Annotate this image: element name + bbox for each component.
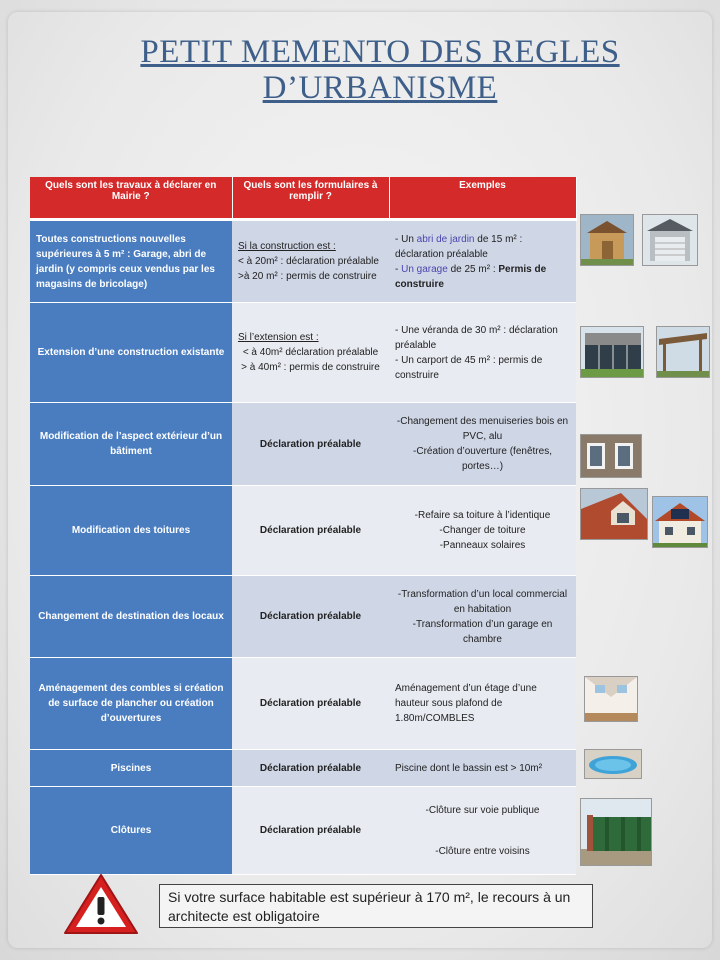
forms-cell: Déclaration préalable bbox=[232, 658, 389, 750]
attic-photo bbox=[584, 676, 638, 722]
header-examples: Exemples bbox=[389, 177, 576, 220]
example-line: - Un carport de 45 m² : permis de construire bbox=[395, 354, 543, 381]
example-line: -Transformation d’un garage en chambre bbox=[412, 618, 553, 645]
examples-cell: Piscine dont le bassin est > 10m² bbox=[389, 750, 576, 787]
works-cell: Changement de destination des locaux bbox=[30, 576, 232, 658]
examples-cell bbox=[389, 220, 576, 303]
rules-table bbox=[30, 177, 577, 875]
form-line: < à 20m² : déclaration préalable bbox=[238, 256, 379, 267]
solar-roof-photo bbox=[652, 496, 708, 548]
pool-photo bbox=[584, 749, 642, 779]
works-cell: Modification des toitures bbox=[30, 486, 232, 576]
table-row bbox=[30, 750, 576, 787]
garage-photo bbox=[642, 214, 698, 266]
form-line: >à 20 m² : permis de construire bbox=[238, 271, 377, 282]
carport-photo bbox=[656, 326, 710, 378]
works-cell: Extension d’une construction existante bbox=[30, 303, 232, 403]
form-condition-title: Si la construction est : bbox=[238, 241, 336, 252]
form-line: > à 40m² : permis de construire bbox=[241, 362, 380, 373]
example-line: -Changer de toiture bbox=[439, 525, 526, 536]
table-row bbox=[30, 403, 576, 486]
windows-photo bbox=[580, 434, 642, 478]
table-row bbox=[30, 220, 576, 303]
table-row bbox=[30, 303, 576, 403]
form-line: < à 40m² déclaration préalable bbox=[242, 347, 379, 358]
table-row bbox=[30, 658, 576, 750]
works-cell: Modification de l’aspect extérieur d’un bâtiment bbox=[30, 403, 232, 486]
header-forms: Quels sont les formulaires à remplir ? bbox=[232, 177, 389, 220]
example-line bbox=[395, 262, 570, 292]
examples-cell: Aménagement d’un étage d’une hauteur sous plafond de 1.80m/COMBLES bbox=[389, 658, 576, 750]
example-strong: Permis de construire bbox=[395, 263, 547, 290]
works-cell: Aménagement des combles si création de surface de plancher ou création d’ouvertures bbox=[30, 658, 232, 750]
example-line: -Clôture sur voie publique bbox=[425, 804, 540, 816]
header-works: Quels sont les travaux à déclarer en Mairie ? bbox=[30, 177, 232, 220]
table-row bbox=[30, 486, 576, 576]
example-line: -Création d’ouverture (fenêtres, portes…) bbox=[413, 446, 552, 472]
table-row bbox=[30, 576, 576, 658]
example-line: -Clôture entre voisins bbox=[435, 845, 530, 857]
example-line: -Changement des menuiseries bois en PVC, alu bbox=[396, 416, 569, 442]
example-line: -Refaire sa toiture à l’identique bbox=[414, 510, 551, 521]
warning-triangle-icon bbox=[62, 871, 140, 937]
examples-cell bbox=[389, 787, 576, 875]
table-header-row bbox=[30, 177, 576, 220]
examples-cell bbox=[389, 303, 576, 403]
works-cell: Piscines bbox=[30, 750, 232, 787]
spacer bbox=[395, 818, 570, 844]
forms-cell bbox=[232, 220, 389, 303]
example-text: - bbox=[395, 263, 402, 275]
example-line: - Une véranda de 30 m² : déclaration préalable bbox=[395, 324, 558, 351]
veranda-photo bbox=[580, 326, 644, 378]
forms-cell: Déclaration préalable bbox=[232, 576, 389, 658]
example-text: de 15 m² : déclaration préalable bbox=[395, 233, 523, 260]
examples-cell bbox=[389, 576, 576, 658]
table-row bbox=[30, 787, 576, 875]
example-term: abri de jardin bbox=[416, 233, 475, 245]
shed-photo bbox=[580, 214, 634, 266]
works-cell: Clôtures bbox=[30, 787, 232, 875]
forms-cell: Déclaration préalable bbox=[232, 787, 389, 875]
works-cell: Toutes constructions nouvelles supérieures à 5 m² : Garage, abri de jardin (y compris ceux vendus par les magasins de bricolage) bbox=[30, 220, 232, 303]
page-title: PETIT MEMENTO DES REGLES D’URBANISME bbox=[140, 34, 620, 106]
forms-cell: Déclaration préalable bbox=[232, 403, 389, 486]
architect-note: Si votre surface habitable est supérieur à 170 m², le recours à un architecte est obligatoire bbox=[159, 884, 593, 928]
example-line: -Transformation d’un local commercial en habitation bbox=[397, 588, 568, 615]
examples-cell bbox=[389, 486, 576, 576]
fence-photo bbox=[580, 798, 652, 866]
forms-cell: Déclaration préalable bbox=[232, 486, 389, 576]
example-term: Un garage bbox=[401, 263, 448, 275]
example-line: -Panneaux solaires bbox=[439, 540, 526, 551]
forms-cell: Déclaration préalable bbox=[232, 750, 389, 787]
example-text: - Un bbox=[395, 233, 417, 245]
roof-tiles-photo bbox=[580, 488, 648, 540]
example-text: de 25 m² : bbox=[447, 263, 499, 275]
example-line bbox=[395, 232, 570, 262]
examples-cell bbox=[389, 403, 576, 486]
form-condition-title: Si l’extension est : bbox=[238, 332, 319, 343]
forms-cell bbox=[232, 303, 389, 403]
